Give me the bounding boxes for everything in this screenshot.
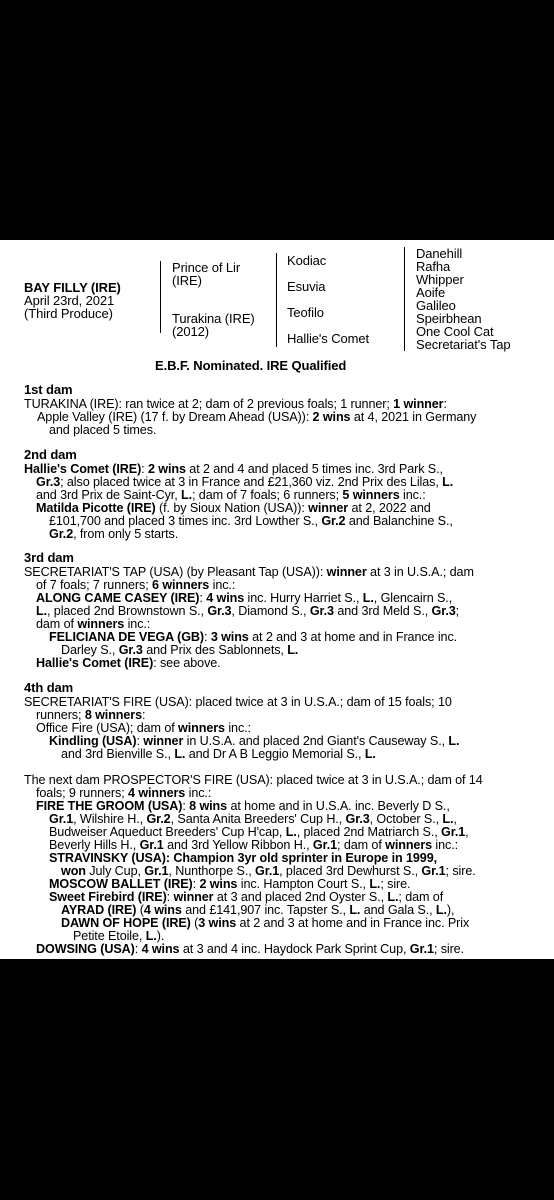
text-line: of 7 foals; 7 runners; 6 winners inc.: [36, 578, 236, 592]
text-line: foals; 9 runners; 4 winners inc.: [36, 786, 212, 800]
text-line: Beverly Hills H., Gr.1 and 3rd Yellow Ribbon H., Gr.1; dam of winners inc.: [49, 838, 459, 852]
text-line: Gr.3; also placed twice at 3 in France and £21,360 viz. 2nd Prix des Lilas, L. [36, 475, 454, 489]
text-line: dam of winners inc.: [36, 617, 151, 631]
text-line: Office Fire (USA); dam of winners inc.: [36, 721, 251, 735]
ggsire-8: Secretariat's Tap [416, 337, 511, 352]
text-line: Gr.2, from only 5 starts. [49, 527, 179, 541]
catalogue-page [0, 240, 554, 959]
section-title-3rd-dam: 3rd dam [24, 550, 74, 565]
text-line: DOWSING (USA): 4 wins at 3 and 4 inc. Haydock Park Sprint Cup, Gr.1; sire. [36, 942, 464, 956]
text-line: SECRETARIAT'S FIRE (USA): placed twice at 3 in U.S.A.; dam of 15 foals; 10 [24, 695, 452, 709]
text-line: Gr.1, Wilshire H., Gr.2, Santa Anita Breeders' Cup H., Gr.3, October S., L., [49, 812, 457, 826]
text-line: FIRE THE GROOM (USA): 8 wins at home and in U.S.A. inc. Beverly D S., [36, 799, 450, 813]
text-line: and placed 5 times. [49, 423, 157, 437]
sire-country: (IRE) [172, 273, 202, 288]
pedigree-divider-2 [276, 253, 277, 347]
grandsire-2: Esuvia [287, 279, 326, 294]
text-line: SECRETARIAT'S TAP (USA) (by Pleasant Tap (USA)): winner at 3 in U.S.A.; dam [24, 565, 474, 579]
text-line: DAWN OF HOPE (IRE) (3 wins at 2 and 3 at home and in France inc. Prix [61, 916, 470, 930]
text-line: Hallie's Comet (IRE): 2 wins at 2 and 4 and placed 5 times inc. 3rd Park S., [24, 462, 443, 476]
nominations: E.B.F. Nominated. IRE Qualified [155, 358, 347, 373]
foaled-date: April 23rd, 2021 [24, 293, 115, 308]
grandsire-3: Teofilo [287, 305, 324, 320]
grandsire-1: Kodiac [287, 253, 327, 268]
section-title-2nd-dam: 2nd dam [24, 447, 77, 462]
section-title-1st-dam: 1st dam [24, 382, 73, 397]
text-line: Apple Valley (IRE) (17 f. by Dream Ahead (USA)): 2 wins at 4, 2021 in Germany [37, 410, 477, 424]
text-line: AYRAD (IRE) (4 wins and £141,907 inc. Tapster S., L. and Gala S., L.), [61, 903, 455, 917]
text-line: STRAVINSKY (USA): Champion 3yr old sprinter in Europe in 1999, [49, 851, 438, 865]
dam-year: (2012) [172, 324, 209, 339]
text-line: won July Cup, Gr.1, Nunthorpe S., Gr.1, placed 3rd Dewhurst S., Gr.1; sire. [61, 864, 476, 878]
sire-name: Prince of Lir [172, 260, 241, 275]
text-line: and 3rd Prix de Saint-Cyr, L.; dam of 7 foals; 6 runners; 5 winners inc.: [36, 488, 426, 502]
produce-note: (Third Produce) [24, 306, 113, 321]
grandsire-4: Hallie's Comet [287, 331, 369, 346]
text-line: Hallie's Comet (IRE): see above. [36, 656, 221, 670]
text-line: Sweet Firebird (IRE): winner at 3 and placed 2nd Oyster S., L.; dam of [49, 890, 444, 904]
text-line: ALONG CAME CASEY (IRE): 4 wins inc. Hurry Harriet S., L., Glencairn S., [36, 591, 453, 605]
horse-name: BAY FILLY (IRE) [24, 280, 121, 295]
pedigree-divider-3 [404, 247, 405, 351]
text-line: Kindling (USA): winner in U.S.A. and placed 2nd Giant's Causeway S., L. [49, 734, 460, 748]
text-line: Budweiser Aqueduct Breeders' Cup H'cap, L., placed 2nd Matriarch S., Gr.1, [49, 825, 469, 839]
text-line: MOSCOW BALLET (IRE): 2 wins inc. Hampton Court S., L.; sire. [49, 877, 411, 891]
ggsire-6: Speirbhean [416, 311, 482, 326]
ggsire-3: Whipper [416, 272, 464, 287]
text-line: Petite Etoile, L.). [73, 929, 165, 943]
text-line: L., placed 2nd Brownstown S., Gr.3, Diamond S., Gr.3 and 3rd Meld S., Gr.3; [36, 604, 460, 618]
ggsire-1: Danehill [416, 246, 463, 261]
ggsire-5: Galileo [416, 298, 456, 313]
section-title-4th-dam: 4th dam [24, 680, 74, 695]
text-line: and 3rd Bienville S., L. and Dr A B Leggio Memorial S., L. [61, 747, 376, 761]
ggsire-7: One Cool Cat [416, 324, 494, 339]
pedigree-divider-1 [160, 261, 161, 333]
text-line: £101,700 and placed 3 times inc. 3rd Lowther S., Gr.2 and Balanchine S., [49, 514, 453, 528]
ggsire-2: Rafha [416, 259, 451, 274]
ggsire-4: Aoife [416, 285, 446, 300]
dam-name: Turakina (IRE) [172, 311, 255, 326]
text-line: runners; 8 winners: [36, 708, 146, 722]
text-line: The next dam PROSPECTOR'S FIRE (USA): placed twice at 3 in U.S.A.; dam of 14 [24, 773, 483, 787]
text-line: Darley S., Gr.3 and Prix des Sablonnets, L. [61, 643, 299, 657]
text-line: TURAKINA (IRE): ran twice at 2; dam of 2 previous foals; 1 runner; 1 winner: [24, 397, 447, 411]
text-line: FELICIANA DE VEGA (GB): 3 wins at 2 and 3 at home and in France inc. [49, 630, 458, 644]
text-line: Matilda Picotte (IRE) (f. by Sioux Nation (USA)): winner at 2, 2022 and [36, 501, 431, 515]
